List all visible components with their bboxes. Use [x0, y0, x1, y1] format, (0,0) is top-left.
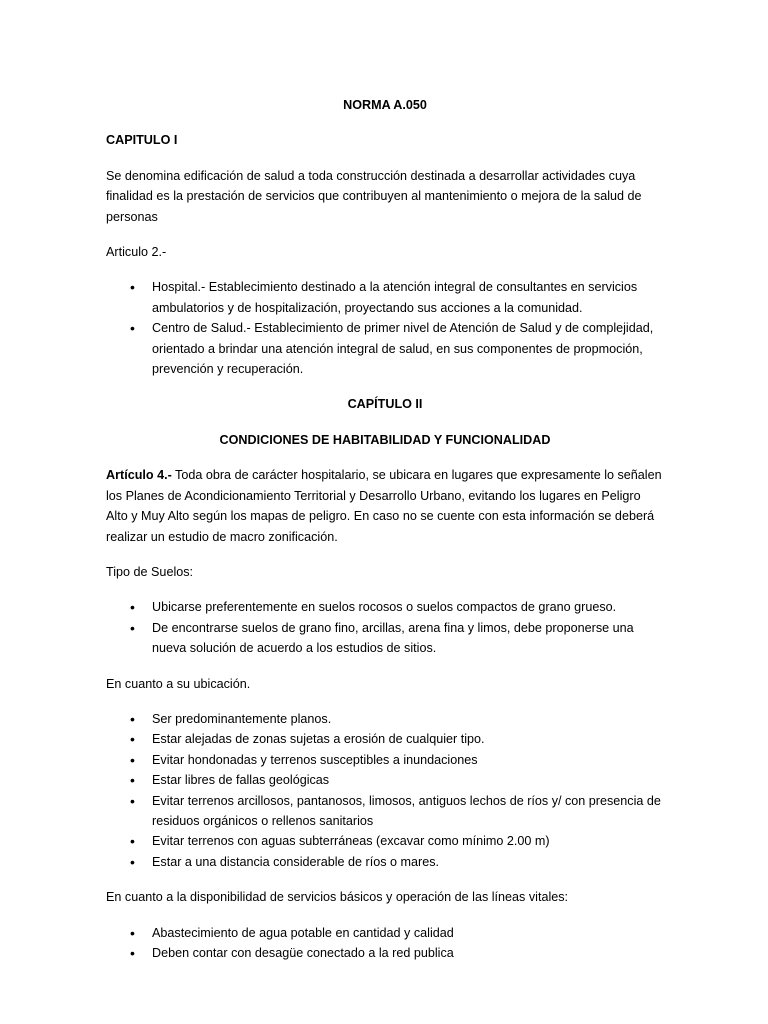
list-item: • Estar libres de fallas geológicas	[106, 770, 664, 790]
soil-type-heading: Tipo de Suelos:	[106, 564, 194, 579]
services-heading: En cuanto a la disponibilidad de servicios básicos y operación de las líneas vitales:	[106, 890, 569, 905]
chapter-1-heading: CAPITULO I	[106, 133, 178, 148]
services-list	[106, 923, 664, 964]
chapter-2-subtitle: CONDICIONES DE HABITABILIDAD Y FUNCIONALIDAD	[219, 432, 551, 447]
article-4-text: Toda obra de carácter hospitalario, se ubicara en lugares que expresamente lo señalen los Planes de Acondicionamiento Territorial y Desarrollo Urbano, evitando los lugares en Peligro Alto y Muy Alto según los mapas de peligro. En caso no se cuente con esta información se deberá realizar un estudio de macro zonificación.	[106, 468, 662, 544]
article-4-paragraph	[106, 465, 664, 547]
list-item: • Abastecimiento de agua potable en cantidad y calidad	[106, 923, 664, 943]
list-item: • Centro de Salud.- Establecimiento de primer nivel de Atención de Salud y de complejidad, orientado a brindar una atención integral de salud, en sus componentes de propmoción, prevención y recuperación.	[106, 318, 664, 379]
list-item: • Evitar terrenos con aguas subterráneas (excavar como mínimo 2.00 m)	[106, 831, 664, 851]
list-item: • Hospital.- Establecimiento destinado a la atención integral de consultantes en servicios ambulatorios y de hospitalización, proyectando sus acciones a la comunidad.	[106, 277, 664, 318]
location-list	[106, 709, 664, 872]
list-item: • De encontrarse suelos de grano fino, arcillas, arena fina y limos, debe proponerse una nueva solución de acuerdo a los estudios de sitios.	[106, 618, 664, 659]
article-2-heading: Articulo 2.-	[106, 245, 167, 260]
chapter-2-heading: CAPÍTULO II	[347, 397, 423, 412]
location-heading: En cuanto a su ubicación.	[106, 676, 251, 691]
list-item: • Evitar terrenos arcillosos, pantanosos, limosos, antiguos lechos de ríos y/ con presencia de residuos orgánicos o rellenos sanitarios	[106, 791, 664, 832]
list-item: • Evitar hondonadas y terrenos susceptibles a inundaciones	[106, 750, 664, 770]
list-item: • Estar a una distancia considerable de ríos o mares.	[106, 852, 664, 872]
list-item: • Ser predominantemente planos.	[106, 709, 664, 729]
soil-type-list	[106, 597, 664, 658]
list-item: • Estar alejadas de zonas sujetas a erosión de cualquier tipo.	[106, 729, 664, 749]
list-item: • Ubicarse preferentemente en suelos rocosos o suelos compactos de grano grueso.	[106, 597, 664, 617]
document-title: NORMA A.050	[343, 98, 427, 112]
list-item: • Deben contar con desagüe conectado a la red publica	[106, 943, 664, 963]
article-4-label: Artículo 4.-	[106, 468, 172, 483]
intro-paragraph: Se denomina edificación de salud a toda construcción destinada a desarrollar actividades cuya finalidad es la prestación de servicios que contribuyen al mantenimiento o mejora de la salud de personas	[106, 168, 642, 224]
article-2-list	[106, 277, 664, 379]
